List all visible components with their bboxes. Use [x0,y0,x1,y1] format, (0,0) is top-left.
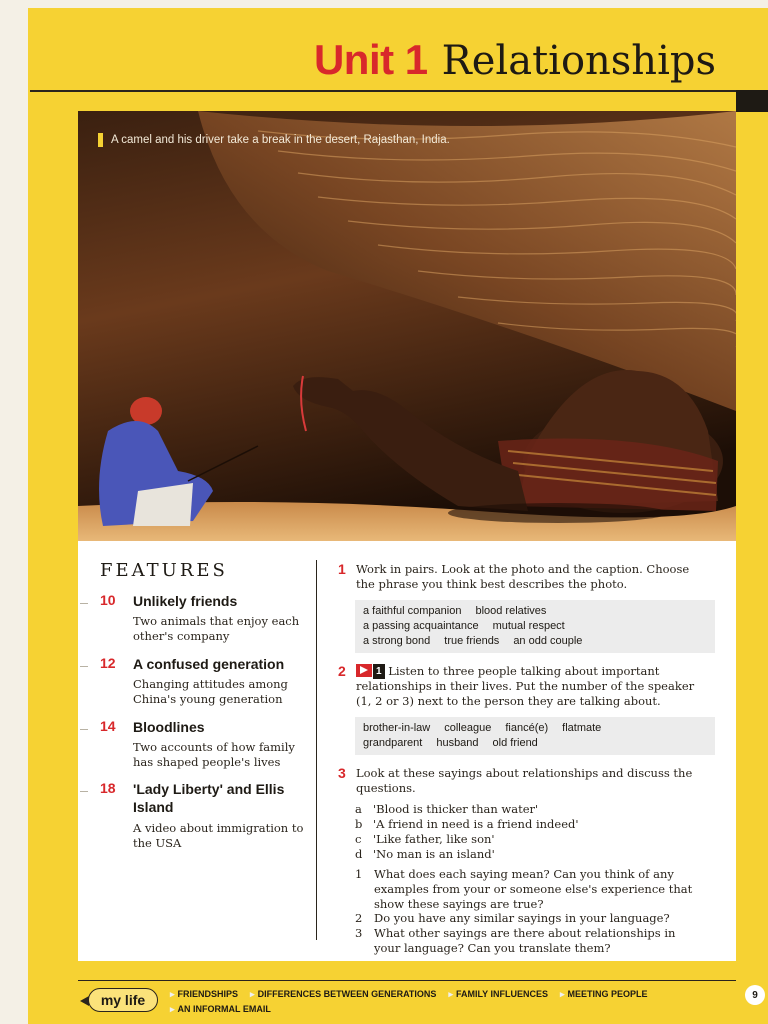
title-rule [30,90,740,92]
question-label: 2 [355,911,363,925]
word: grandparent [363,737,423,749]
feature-page-number: 12 [100,655,116,671]
saying-text: 'No man is an island' [373,847,495,861]
exercise-number: 2 [338,663,346,679]
features-heading: FEATURES [100,560,228,581]
phrase: a strong bond [363,635,431,647]
desert-camel-illustration [78,111,736,541]
saying-label: d [355,847,363,861]
saying-text: 'Blood is thicker than water' [373,802,539,816]
question-text: What does each saying mean? Can you think of any examples from your or someone else's experience that show these sayings are true? [374,867,693,911]
margin-tick [80,729,88,730]
audio-play-icon[interactable] [356,664,372,677]
my-life-badge: my life [88,988,158,1012]
feature-page-number: 10 [100,592,116,608]
word: husband [436,737,479,749]
saying-label: c [355,832,362,846]
saying-text: 'Like father, like son' [373,832,495,846]
phrase: mutual respect [492,620,565,632]
footer-topics [170,987,730,1017]
audio-track-number: 1 [373,664,385,679]
footer-topic: ▸ FRIENDSHIPS [170,989,238,999]
margin-tick [80,666,88,667]
footer-rule [78,980,736,981]
phrase: true friends [444,635,500,647]
feature-description: A video about immigration to the USA [133,821,304,850]
question-text: Do you have any similar sayings in your language? [374,911,670,925]
unit-label: Unit 1 [313,36,428,83]
exercise-instruction: Listen to three people talking about important relationships in their lives. Put the number of the speaker (1, 2 or 3) next to the person they are talking about. [356,664,695,708]
feature-page-number: 14 [100,718,116,734]
photo-caption [98,133,450,147]
caption-marker [98,133,103,147]
exercise-instruction-wrap [356,664,706,709]
saying-label: b [355,817,363,831]
question-label: 3 [355,926,363,940]
question-label: 1 [355,867,363,881]
exercise-number: 3 [338,765,346,781]
word: colleague [444,722,492,734]
feature-description: Two animals that enjoy each other's company [133,614,300,643]
footer-topic: ▸ AN INFORMAL EMAIL [170,1004,271,1014]
phrase-box-1 [355,600,715,653]
exercise-number: 1 [338,561,346,577]
column-divider [316,560,317,940]
saying-text: 'A friend in need is a friend indeed' [373,817,579,831]
question-text: What other sayings are there about relationships in your language? Can you translate them? [374,926,676,955]
saying-label: a [355,802,362,816]
footer-topic: ▸ DIFFERENCES BETWEEN GENERATIONS [250,989,436,999]
word: fiancé(e) [505,722,549,734]
phrase: a faithful companion [363,605,462,617]
margin-tick [80,791,88,792]
feature-title: Bloodlines [133,719,205,735]
feature-description: Changing attitudes among China's young generation [133,677,288,706]
unit-title: Relationships [441,38,716,84]
word: old friend [492,737,538,749]
page-number: 9 [745,985,765,1005]
footer-topic: ▸ MEETING PEOPLE [560,989,648,999]
exercise-instruction: Look at these sayings about relationships and discuss the questions. [356,766,693,795]
word: flatmate [562,722,602,734]
phrase: an odd couple [513,635,583,647]
feature-title: A confused generation [133,656,285,672]
feature-title: Unlikely friends [133,593,238,609]
corner-block [736,90,768,112]
phrase: a passing acquaintance [363,620,479,632]
word: brother-in-law [363,722,431,734]
caption-text: A camel and his driver take a break in the desert, Rajasthan, India. [111,134,450,146]
exercise-instruction: Work in pairs. Look at the photo and the caption. Choose the phrase you think best describes the photo. [356,562,690,591]
phrase: blood relatives [475,605,547,617]
feature-description: Two accounts of how family has shaped people's lives [133,740,295,769]
margin-tick [80,603,88,604]
feature-title: 'Lady Liberty' and Ellis Island [133,781,285,815]
footer-topic: ▸ FAMILY INFLUENCES [448,989,548,999]
page-title [314,36,716,84]
cover-photo [78,111,736,541]
word-box-2 [355,717,715,755]
feature-page-number: 18 [100,780,116,796]
